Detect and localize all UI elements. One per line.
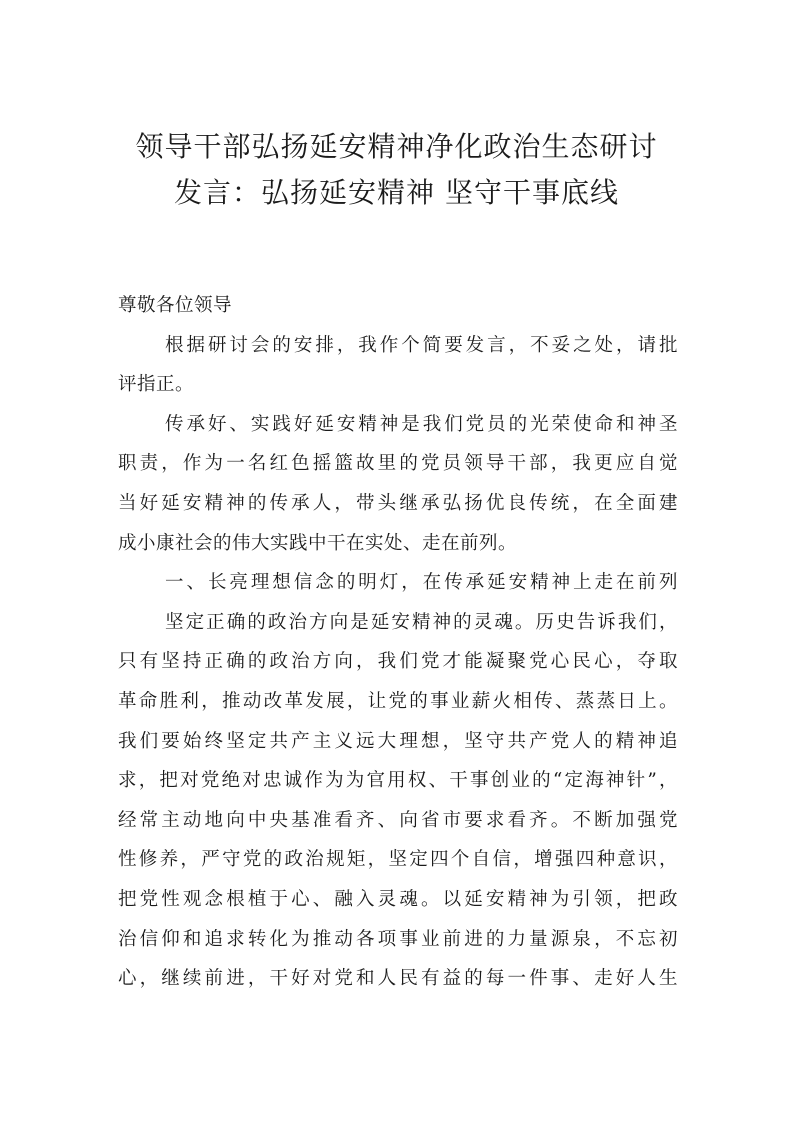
document-title-line-2: 发言：弘扬延安精神 坚守干事底线 [174, 176, 619, 209]
document-body [118, 286, 678, 999]
paragraph-line: 心，继续前进，干好对党和人民有益的每一件事、走好人生 [118, 968, 678, 990]
paragraph-line: 成小康社会的伟大实践中干在实处、走在前列。 [118, 532, 518, 554]
paragraph-line: 求，把对党绝对忠诚作为为官用权、干事创业的“定海神针”， [118, 770, 678, 792]
paragraph-line: 坚定正确的政治方向是延安精神的灵魂。历史告诉我们， [165, 611, 678, 633]
paragraph-line: 当好延安精神的传承人，带头继承弘扬优良传统，在全面建 [118, 492, 678, 514]
salutation: 尊敬各位领导 [118, 295, 233, 316]
paragraph-line: 传承好、实践好延安精神是我们党员的光荣使命和神圣 [165, 413, 678, 435]
paragraph-line: 治信仰和追求转化为推动各项事业前进的力量源泉，不忘初 [118, 928, 678, 950]
paragraph-line: 把党性观念根植于心、融入灵魂。以延安精神为引领，把政 [118, 888, 678, 910]
paragraph-line: 评指正。 [118, 374, 195, 396]
paragraph-line: 经常主动地向中央基准看齐、向省市要求看齐。不断加强党 [118, 809, 678, 831]
paragraph-line: 革命胜利，推动改革发展，让党的事业薪火相传、蒸蒸日上。 [118, 690, 678, 712]
section-heading: 一、长亮理想信念的明灯，在传承延安精神上走在前列 [165, 572, 678, 594]
paragraph-line: 我们要始终坚定共产主义远大理想，坚守共产党人的精神追 [118, 730, 678, 752]
paragraph-line: 职责，作为一名红色摇篮故里的党员领导干部，我更应自觉 [118, 453, 678, 475]
document-title-line-1: 领导干部弘扬延安精神净化政治生态研讨 [135, 130, 658, 163]
paragraph-line: 根据研讨会的安排，我作个简要发言，不妥之处，请批 [165, 334, 678, 356]
paragraph-line: 性修养，严守党的政治规矩，坚定四个自信，增强四种意识， [118, 849, 678, 871]
paragraph-line: 只有坚持正确的政治方向，我们党才能凝聚党心民心，夺取 [118, 651, 678, 673]
